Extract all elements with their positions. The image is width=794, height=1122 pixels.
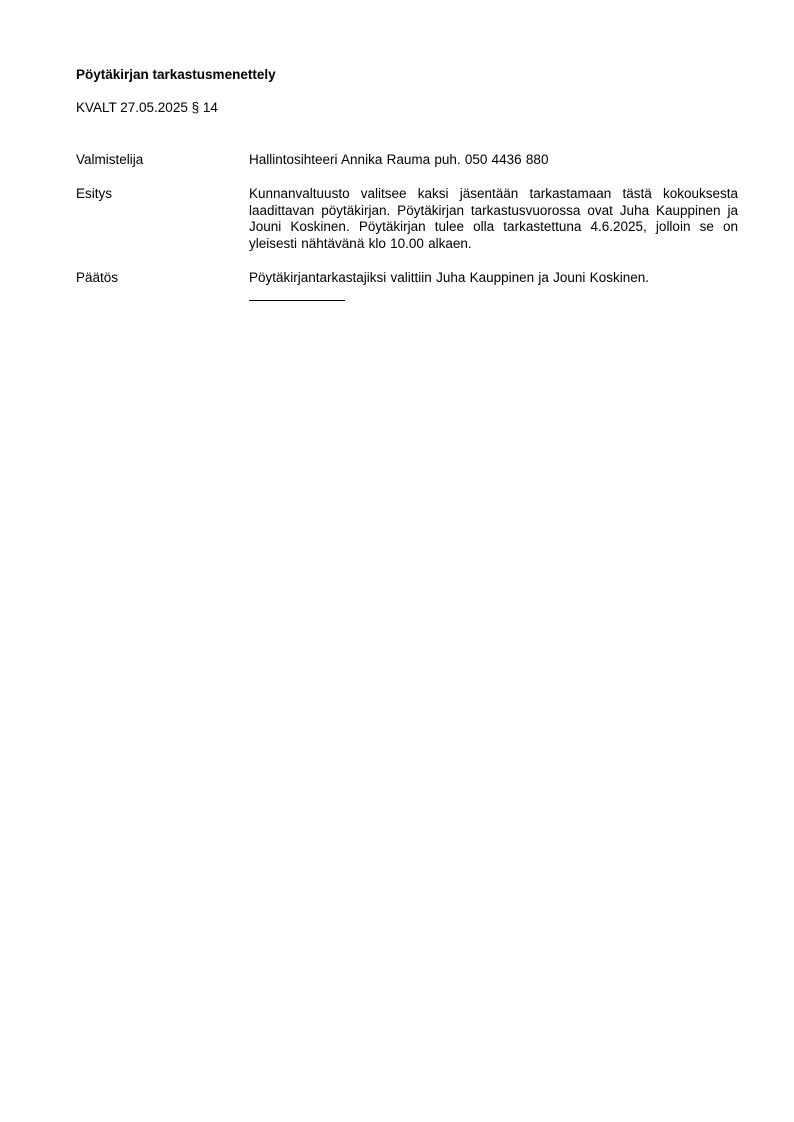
paatos-text: Pöytäkirjantarkastajiksi valittiin Juha Kauppinen ja Jouni Koskinen. <box>249 270 649 285</box>
esitys-text: Kunnanvaltuusto valitsee kaksi jäsentään tarkastamaan tästä kokouksesta laadittavan pöytäkirjan. Pöytäkirjan tarkastusvuorossa ovat Juha Kauppinen ja Jouni Koskinen. Pöytäkirjan tulee olla tarkastettuna 4.6.2025, jolloin se on yleisesti nähtävänä klo 10.00 alkaen. <box>249 186 738 251</box>
valmistelija-text: Hallintosihteeri Annika Rauma puh. 050 4436 880 <box>249 152 549 167</box>
document-title: Pöytäkirjan tarkastusmenettely <box>76 67 276 82</box>
paatos-label: Päätös <box>76 270 119 285</box>
meeting-reference: KVALT 27.05.2025 § 14 <box>76 100 218 115</box>
esitys-label: Esitys <box>76 186 113 201</box>
valmistelija-label: Valmistelija <box>76 152 144 167</box>
section-end-rule <box>249 300 345 301</box>
